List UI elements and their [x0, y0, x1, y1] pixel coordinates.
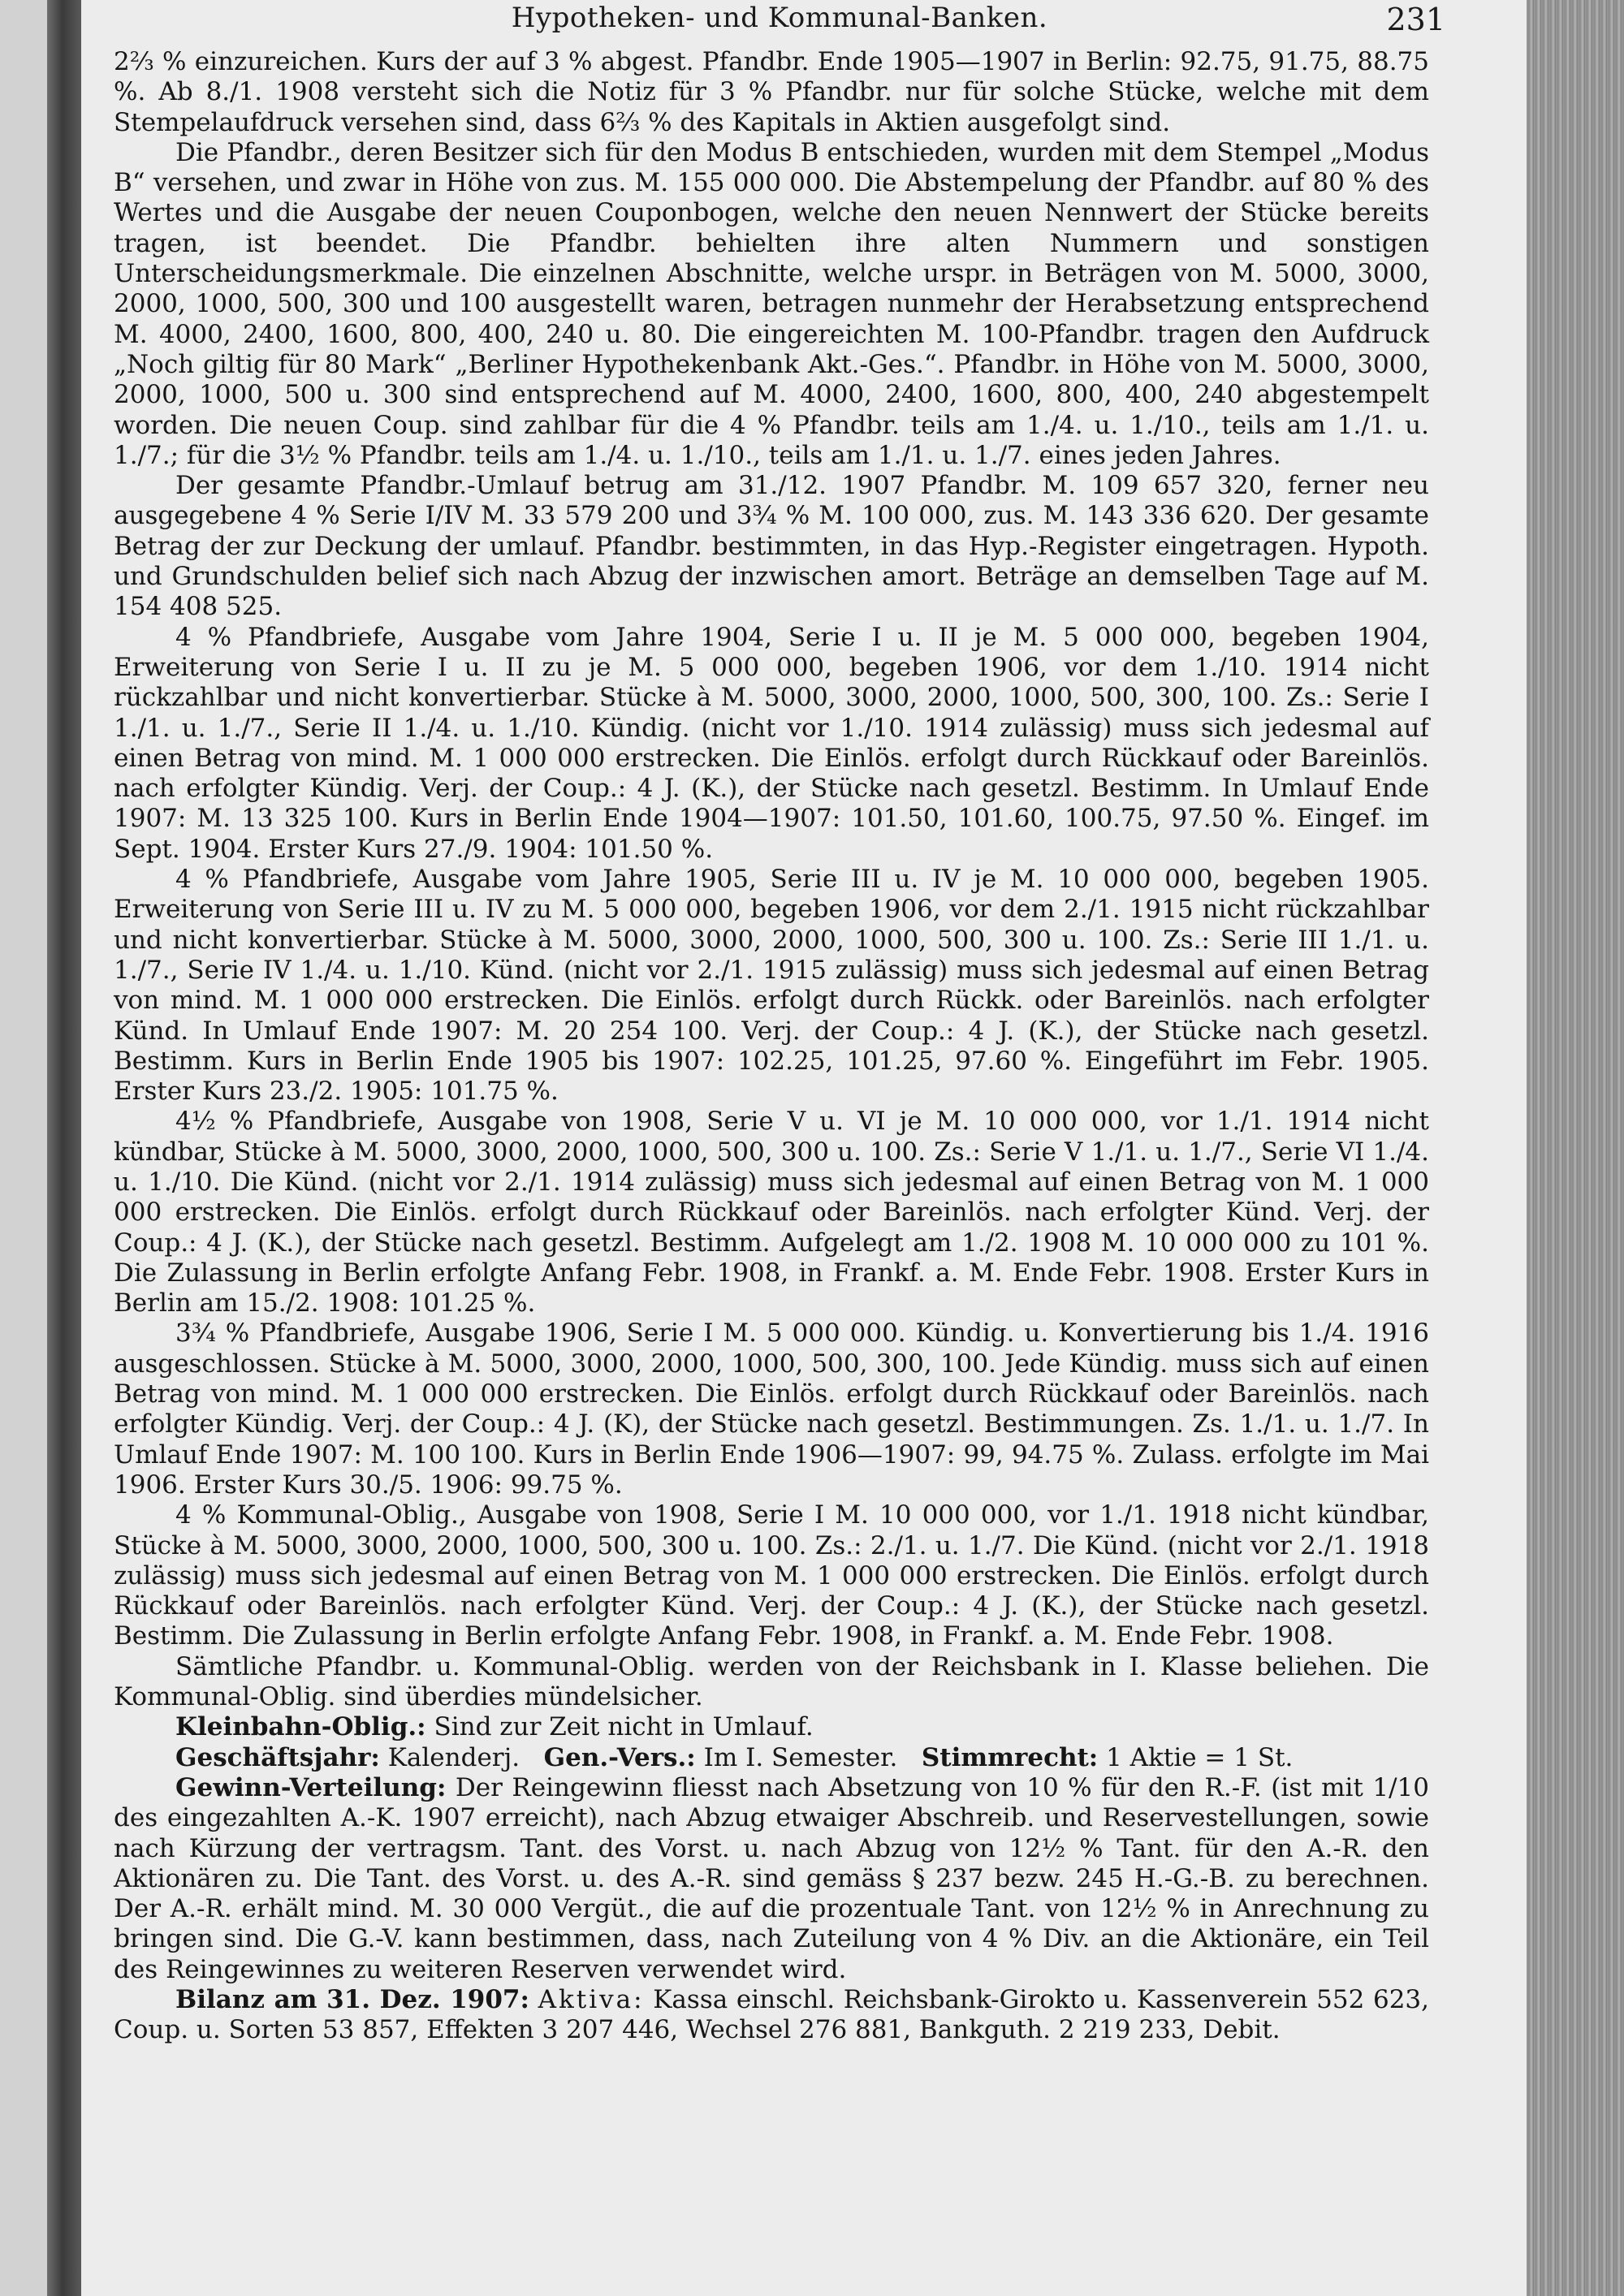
bilanz-text: Kassa einschl. Reichsbank-Girokto u. Kassenverein 552 623, Coup. u. Sorten 53 857, Effekten 3 207 446, Wechsel 276 881, Bankguth. 2 219 233, Debit. [114, 1985, 1430, 2045]
body-text [114, 47, 1429, 2046]
gewinn-label: Gewinn-Verteilung: [175, 1772, 447, 1802]
page-number: 231 [1386, 2, 1445, 37]
stimmrecht-text: 1 Aktie = 1 St. [1106, 1742, 1294, 1772]
gen-vers-text: Im I. Semester. [703, 1742, 898, 1772]
paragraph-kleinbahn [114, 1712, 1429, 1742]
paragraph-kommunal-oblig: 4 % Kommunal-Oblig., Ausgabe von 1908, Serie I M. 10 000 000, vor 1./1. 1918 nicht kündbar, Stücke à M. 5000, 3000, 2000, 1000, 500, 300 u. 100. Zs.: 2./1. u. 1./7. Die Künd. (nicht vor 2./1. 1918 zulässig) muss sich jedesmal auf einen Betrag von M. 1 000 000 erstrecken. Die Einlös. erfolgt durch Rückkauf oder Bareinlös. nach erfolgter Künd. Verj. der Coup.: 4 J. (K.), der Stücke nach gesetzl. Bestimm. Die Zulassung in Berlin erfolgte Anfang Febr. 1908, in Frankf. a. M. Ende Febr. 1908. [114, 1500, 1429, 1651]
geschaeftsjahr-label: Geschäftsjahr: [175, 1742, 380, 1772]
page-stack-edge [1527, 0, 1624, 2296]
kleinbahn-text: Sind zur Zeit nicht in Umlauf. [434, 1712, 814, 1742]
running-header [114, 2, 1445, 37]
paragraph-geschaeftsjahr [114, 1743, 1429, 1773]
geschaeftsjahr-text: Kalenderj. [387, 1742, 520, 1772]
bilanz-label: Bilanz am 31. Dez. 1907: [175, 1985, 529, 2014]
book-gutter [47, 0, 81, 2296]
aktiva-label: Aktiva: [538, 1985, 645, 2014]
paragraph-bilanz [114, 1985, 1429, 2046]
kleinbahn-label: Kleinbahn-Oblig.: [175, 1712, 426, 1742]
stimmrecht-label: Stimmrecht: [921, 1742, 1099, 1772]
paragraph-reichsbank: Sämtliche Pfandbr. u. Kommunal-Oblig. werden von der Reichsbank in I. Klasse beliehen. Die Kommunal-Oblig. sind überdies mündelsicher. [114, 1651, 1429, 1712]
paragraph-pfandbriefe-1908: 4½ % Pfandbriefe, Ausgabe von 1908, Serie V u. VI je M. 10 000 000, vor 1./1. 1914 nicht kündbar, Stücke à M. 5000, 3000, 2000, 1000, 500, 300 u. 100. Zs.: Serie V 1./1. u. 1./7., Serie VI 1./4. u. 1./10. Die Künd. (nicht vor 2./1. 1914 zulässig) muss sich jedesmal auf einen Betrag von M. 1 000 000 erstrecken. Die Einlös. erfolgt durch Rückkauf oder Bareinlös. nach erfolgter Künd. Verj. der Coup.: 4 J. (K.), der Stücke nach gesetzl. Bestimm. Aufgelegt am 1./2. 1908 M. 10 000 000 zu 101 %. Die Zulassung in Berlin erfolgte Anfang Febr. 1908, in Frankf. a. M. Ende Febr. 1908. Erster Kurs in Berlin am 15./2. 1908: 101.25 %. [114, 1107, 1429, 1318]
paragraph-gewinn-verteilung [114, 1773, 1429, 1985]
paragraph-pfandbriefe-1906: 3¾ % Pfandbriefe, Ausgabe 1906, Serie I M. 5 000 000. Kündig. u. Konvertierung bis 1./4. 1916 ausgeschlossen. Stücke à M. 5000, 3000, 2000, 1000, 500, 300, 100. Jede Kündig. muss sich auf einen Betrag von mind. M. 1 000 000 erstrecken. Die Einlös. erfolgt durch Rückkauf oder Bareinlös. nach erfolgter Kündig. Verj. der Coup.: 4 J. (K), der Stücke nach gesetzl. Bestimmungen. Zs. 1./1. u. 1./7. In Umlauf Ende 1907: M. 100 100. Kurs in Berlin Ende 1906—1907: 99, 94.75 %. Zulass. erfolgte im Mai 1906. Erster Kurs 30./5. 1906: 99.75 %. [114, 1318, 1429, 1500]
paragraph-umlauf: Der gesamte Pfandbr.-Umlauf betrug am 31./12. 1907 Pfandbr. M. 109 657 320, ferner neu ausgegebene 4 % Serie I/IV M. 33 579 200 und 3¾ % M. 100 000, zus. M. 143 336 620. Der gesamte Betrag der zur Deckung der umlauf. Pfandbr. bestimmten, in das Hyp.-Register eingetragen. Hypoth. und Grundschulden belief sich nach Abzug der inzwischen amort. Beträge an demselben Tage auf M. 154 408 525. [114, 471, 1429, 622]
gen-vers-label: Gen.-Vers.: [543, 1742, 696, 1772]
header-title: Hypotheken- und Kommunal-Banken. [511, 2, 1048, 34]
paragraph-intro: 2⅔ % einzureichen. Kurs der auf 3 % abgest. Pfandbr. Ende 1905—1907 in Berlin: 92.75, 91.75, 88.75 %. Ab 8./1. 1908 versteht sich die Notiz für 3 % Pfandbr. nur für solche Stücke, welche mit dem Stempelaufdruck versehen sind, dass 6⅔ % des Kapitals in Aktien ausgefolgt sind. [114, 47, 1429, 137]
gewinn-text: Der Reingewinn fliesst nach Absetzung von 10 % für den R.-F. (ist mit 1/10 des eingezahlten A.-K. 1907 erreicht), nach Abzug etwaiger Abschreib. und Reservestellungen, sowie nach Kürzung der vertragsm. Tant. des Vorst. u. nach Abzug von 12½ % Tant. für den A.-R. den Aktionären zu. Die Tant. des Vorst. u. des A.-R. sind gemäss § 237 bezw. 245 H.-G.-B. zu berechnen. Der A.-R. erhält mind. M. 30 000 Vergüt., die auf die prozentuale Tant. von 12½ % in Anrechnung zu bringen sind. Die G.-V. kann bestimmen, dass, nach Zuteilung von 4 % Div. an die Aktionäre, ein Teil des Reingewinnes zu weiteren Reserven verwendet wird. [114, 1772, 1429, 1984]
paragraph-pfandbriefe-1905: 4 % Pfandbriefe, Ausgabe vom Jahre 1905, Serie III u. IV je M. 10 000 000, begeben 1905. Erweiterung von Serie III u. IV zu M. 5 000 000, begeben 1906, vor dem 2./1. 1915 nicht rückzahlbar und nicht konvertierbar. Stücke à M. 5000, 3000, 2000, 1000, 500, 300 u. 100. Zs.: Serie III 1./1. u. 1./7., Serie IV 1./4. u. 1./10. Künd. (nicht vor 2./1. 1915 zulässig) muss sich jedesmal auf einen Betrag von mind. M. 1 000 000 erstrecken. Die Einlös. erfolgt durch Rückk. oder Bareinlös. nach erfolgter Künd. In Umlauf Ende 1907: M. 20 254 100. Verj. der Coup.: 4 J. (K.), der Stücke nach gesetzl. Bestimm. Kurs in Berlin Ende 1905 bis 1907: 102.25, 101.25, 97.60 %. Eingeführt im Febr. 1905. Erster Kurs 23./2. 1905: 101.75 %. [114, 865, 1429, 1107]
paragraph-pfandbriefe-1904: 4 % Pfandbriefe, Ausgabe vom Jahre 1904, Serie I u. II je M. 5 000 000, begeben 1904, Erweiterung von Serie I u. II zu je M. 5 000 000, begeben 1906, vor dem 1./10. 1914 nicht rückzahlbar und nicht konvertierbar. Stücke à M. 5000, 3000, 2000, 1000, 500, 300, 100. Zs.: Serie I 1./1. u. 1./7., Serie II 1./4. u. 1./10. Kündig. (nicht vor 1./10. 1914 zulässig) muss sich jedesmal auf einen Betrag von mind. M. 1 000 000 erstrecken. Die Einlös. erfolgt durch Rückkauf oder Bareinlös. nach erfolgter Kündig. Verj. der Coup.: 4 J. (K.), der Stücke nach gesetzl. Bestimm. In Umlauf Ende 1907: M. 13 325 100. Kurs in Berlin Ende 1904—1907: 101.50, 101.60, 100.75, 97.50 %. Eingef. im Sept. 1904. Erster Kurs 27./9. 1904: 101.50 %. [114, 622, 1429, 864]
paragraph-modus-b: Die Pfandbr., deren Besitzer sich für den Modus B entschieden, wurden mit dem Stempel „Modus B“ versehen, und zwar in Höhe von zus. M. 155 000 000. Die Abstempelung der Pfandbr. auf 80 % des Wertes und die Ausgabe der neuen Couponbogen, welche den neuen Nennwert der Stücke bereits tragen, ist beendet. Die Pfandbr. behielten ihre alten Nummern und sonstigen Unterscheidungsmerkmale. Die einzelnen Abschnitte, welche urspr. in Beträgen von M. 5000, 3000, 2000, 1000, 500, 300 und 100 ausgestellt waren, betragen nunmehr der Herabsetzung entsprechend M. 4000, 2400, 1600, 800, 400, 240 u. 80. Die eingereichten M. 100-Pfandbr. tragen den Aufdruck „Noch giltig für 80 Mark“ „Berliner Hypothekenbank Akt.-Ges.“. Pfandbr. in Höhe von M. 5000, 3000, 2000, 1000, 500 u. 300 sind entsprechend auf M. 4000, 2400, 1600, 800, 400, 240 abgestempelt worden. Die neuen Coup. sind zahlbar für die 4 % Pfandbr. teils am 1./4. u. 1./10., teils am 1./1. u. 1./7.; für die 3½ % Pfandbr. teils am 1./4. u. 1./10., teils am 1./1. u. 1./7. eines jeden Jahres. [114, 137, 1429, 470]
facing-page-edge [0, 0, 47, 2296]
